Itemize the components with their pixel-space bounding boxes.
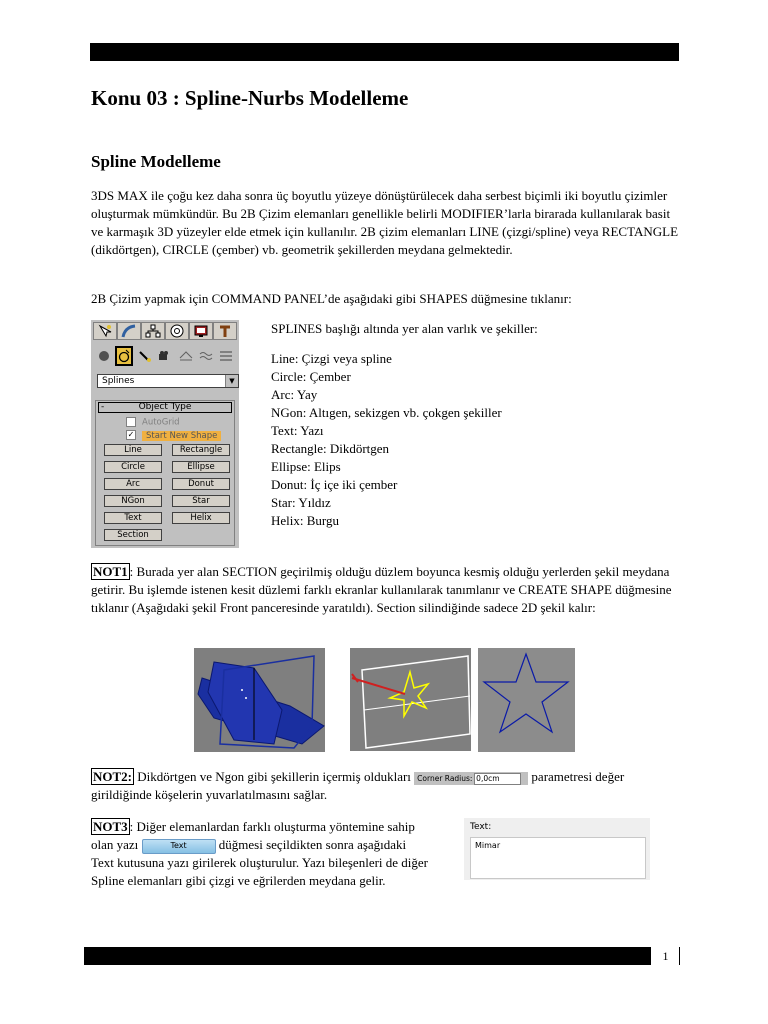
list-item: NGon: Altıgen, sekizgen vb. çokgen şekiller [271, 405, 502, 420]
section-front-drawing [350, 648, 471, 751]
dropdown-value: Splines [102, 376, 135, 386]
text-panel-label: Text: [470, 822, 492, 832]
start-new-shape-label: Start New Shape [142, 431, 221, 441]
chevron-down-icon[interactable]: ▼ [225, 375, 238, 387]
list-item: Ellipse: Elips [271, 459, 341, 474]
command-panel-screenshot [91, 320, 239, 548]
geometry-icon[interactable] [95, 346, 112, 366]
note-1-text: : Burada yer alan SECTION geçirilmiş olduğu düzlem boyunca kesmiş olduğu yerlerden şekil meydana getirir. Bu işlemde istenen kesit düzlemi farklı ekranlar kullanılarak tanımlanır ve CREATE SHAPE düğmesine tıklanır (Aşağıdaki şekil Front panceresinde yaratıldı). Section silindiğinde sadece 2D şekil kalır: [91, 564, 672, 615]
star-button[interactable]: Star [172, 495, 230, 507]
note-2-text-before: Dikdörtgen ve Ngon gibi şekillerin içermiş oldukları [134, 769, 415, 784]
list-item: Donut: İç içe iki çember [271, 477, 398, 492]
corner-radius-value[interactable]: 0,0cm [474, 773, 521, 785]
note-3 [91, 818, 431, 890]
command-panel-paragraph: 2B Çizim yapmak için COMMAND PANEL’de aşağıdaki gibi SHAPES düğmesine tıklanır: [91, 291, 572, 306]
rectangle-button[interactable]: Rectangle [172, 444, 230, 456]
collapse-icon: - [101, 402, 105, 412]
check-icon[interactable]: ✓ [127, 430, 135, 439]
list-item: Helix: Burgu [271, 513, 340, 528]
list-item: Line: Çizgi veya spline [271, 351, 392, 366]
list-item: Text: Yazı [271, 423, 324, 438]
text-create-button[interactable]: Text [142, 839, 216, 854]
list-item: Rectangle: Dikdörtgen [271, 441, 390, 456]
star-shape-drawing [478, 648, 575, 752]
text-button[interactable]: Text [104, 512, 162, 524]
list-item: Circle: Çember [271, 369, 351, 384]
note-1-label: NOT1 [93, 564, 128, 579]
text-input-area[interactable]: Mimar [470, 837, 646, 879]
list-item: Arc: Yay [271, 387, 318, 402]
footer-bar [84, 947, 650, 965]
autogrid-label: AutoGrid [142, 417, 180, 428]
systems-icon[interactable] [218, 346, 235, 366]
cameras-icon[interactable] [157, 346, 174, 366]
hierarchy-tab-icon[interactable] [141, 322, 165, 340]
ellipse-button[interactable]: Ellipse [172, 461, 230, 473]
circle-button[interactable]: Circle [104, 461, 162, 473]
autogrid-checkbox[interactable] [126, 417, 180, 428]
star-shape-image [478, 648, 575, 752]
lights-icon[interactable] [136, 346, 153, 366]
command-panel-tabs [93, 322, 237, 340]
shape-type-dropdown[interactable] [97, 374, 239, 388]
note-2 [91, 768, 671, 804]
section-perspective-drawing [194, 648, 325, 752]
utilities-tab-icon[interactable] [213, 322, 237, 340]
corner-radius-spinner[interactable] [414, 772, 528, 785]
intro-paragraph: 3DS MAX ile çoğu kez daha sonra üç boyutlu yüzeye dönüştürülecek daha serbest biçimli iki boyutlu çizimler oluşturmak mümkündür. Bu 2B Çizim elemanları genellikle belirli MODIFIER’larla birarada kullanılarak basit ve karmaşık 3D yüzeyler elde etmek için kullanılır. 2B çizim elemanları LINE (çizgi/spline) veya RECTANGLE (dikdörtgen), CIRCLE (çember) vb. geometrik şekillerden meydana gelmektedir. [91, 188, 679, 257]
line-button[interactable]: Line [104, 444, 162, 456]
note-3-text-after: düğmesi seçildikten sonra aşağıdaki Text kutusuna yazı girilerek oluşturulur. Yazı bileşenleri de diğer Spline elemanları gibi çizgi ve eğrilerden meydana gelir. [91, 837, 429, 888]
donut-button[interactable]: Donut [172, 478, 230, 490]
helix-button[interactable]: Helix [172, 512, 230, 524]
object-type-rollout [95, 400, 235, 546]
corner-radius-label: Corner Radius: [417, 773, 473, 783]
section-perspective-image [194, 648, 325, 752]
note-3-text-before: : Diğer elemanlardan farklı oluşturma yöntemine sahip olan yazı [91, 819, 415, 852]
splines-intro: SPLINES başlığı altında yer alan varlık ve şekiller: [271, 321, 538, 336]
space-warps-icon[interactable] [197, 346, 214, 366]
modify-tab-icon[interactable] [117, 322, 141, 340]
page-title: Konu 03 : Spline-Nurbs Modelleme [91, 86, 409, 110]
ngon-button[interactable]: NGon [104, 495, 162, 507]
section-title: Spline Modelleme [91, 152, 221, 171]
create-category-icons [95, 346, 235, 368]
shapes-icon[interactable] [115, 346, 133, 366]
note-2-text-after: parametresi değer girildiğinde köşelerin yuvarlatılmasını sağlar. [91, 769, 625, 802]
object-type-rollout-title[interactable] [98, 402, 232, 413]
checkbox-box[interactable] [126, 417, 136, 427]
page-number: 1 [652, 947, 680, 965]
arc-button[interactable]: Arc [104, 478, 162, 490]
section-front-view-image [350, 648, 471, 751]
rollout-title-label: Object Type [138, 402, 192, 412]
note-1 [91, 563, 681, 617]
helpers-icon[interactable] [177, 346, 194, 366]
start-new-shape-checkbox[interactable] [126, 430, 221, 441]
display-tab-icon[interactable] [189, 322, 213, 340]
note-2-label: NOT2: [93, 769, 132, 784]
motion-tab-icon[interactable] [165, 322, 189, 340]
header-bar [90, 43, 679, 61]
create-tab-icon[interactable] [93, 322, 117, 340]
splines-list [271, 320, 538, 530]
list-item: Star: Yıldız [271, 495, 331, 510]
section-button[interactable]: Section [104, 529, 162, 541]
text-input-panel [464, 818, 650, 880]
note-3-label: NOT3 [93, 819, 128, 834]
footer-separator [650, 947, 651, 965]
